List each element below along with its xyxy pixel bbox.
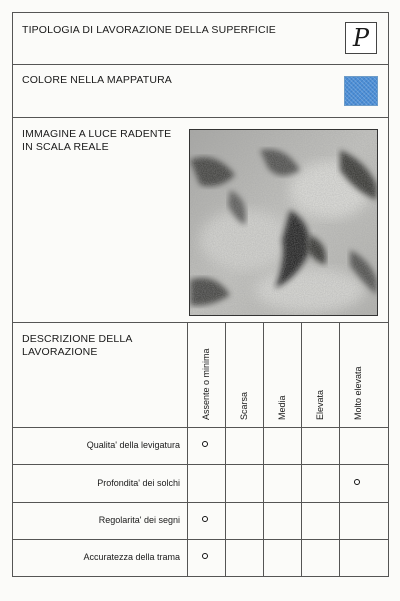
description-title-line1: DESCRIZIONE DELLA <box>22 333 133 345</box>
rule-row-4 <box>12 539 389 540</box>
image-title-line1: IMMAGINE A LUCE RADENTE <box>22 128 172 140</box>
col-head-scarsa: Scarsa <box>239 391 249 420</box>
rule-after-image <box>12 322 389 323</box>
col-divider-2 <box>225 322 226 577</box>
col-divider-5 <box>339 322 340 577</box>
col-head-media: Media <box>277 395 287 420</box>
image-title-line2: IN SCALA REALE <box>22 141 109 153</box>
col-head-elevata: Elevata <box>315 389 325 420</box>
rating-mark <box>202 553 208 559</box>
rating-mark <box>354 479 360 485</box>
surface-type-code-box <box>345 22 377 54</box>
rating-mark <box>202 516 208 522</box>
description-title-line2: LAVORAZIONE <box>22 346 98 358</box>
surface-type-title: TIPOLOGIA DI LAVORAZIONE DELLA SUPERFICIE <box>22 24 276 36</box>
rule-bottom <box>12 576 389 577</box>
mapping-color-title: COLORE NELLA MAPPATURA <box>22 74 172 86</box>
rule-top <box>12 12 389 13</box>
rule-row-1 <box>12 427 389 428</box>
col-divider-4 <box>301 322 302 577</box>
col-divider-1 <box>187 322 188 577</box>
raking-light-photo <box>189 129 378 316</box>
col-head-molto-elevata: Molto elevata <box>353 366 363 420</box>
border-right <box>388 12 389 577</box>
row-label-levigatura: Qualita' della levigatura <box>86 440 180 450</box>
row-label-solchi: Profondita' dei solchi <box>97 478 180 488</box>
rule-row-2 <box>12 464 389 465</box>
mapping-color-swatch <box>344 76 378 106</box>
col-divider-3 <box>263 322 264 577</box>
rating-mark <box>202 441 208 447</box>
col-head-assente: Assente o minima <box>201 348 211 420</box>
row-label-trama: Accuratezza della trama <box>83 552 180 562</box>
row-label-segni: Regolarita' dei segni <box>98 515 180 525</box>
rule-row-3 <box>12 502 389 503</box>
rule-after-color <box>12 117 389 118</box>
rule-after-type <box>12 64 389 65</box>
surface-type-code: P <box>352 24 370 52</box>
border-left <box>12 12 13 577</box>
